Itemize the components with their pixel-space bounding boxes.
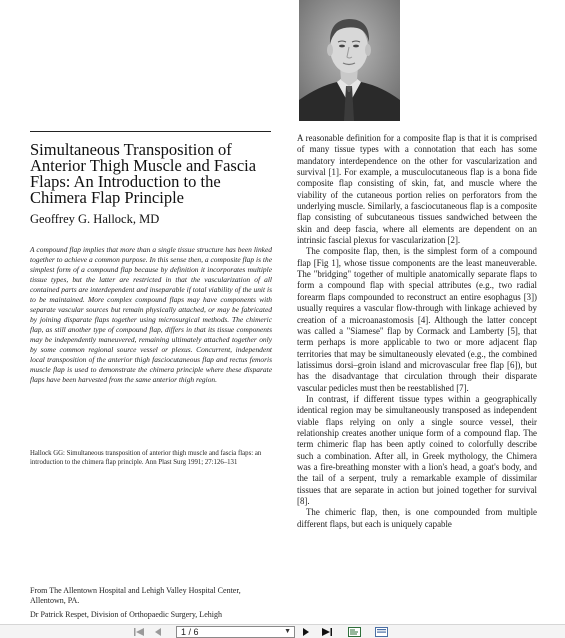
body-paragraph: The chimeric flap, then, is one compounded from multiple different flaps, but each is uniquely capable xyxy=(297,507,537,529)
article-title: Simultaneous Transposition of Anterior Thigh Muscle and Fascia Flaps: An Introduction to the Chimera Flap Principle xyxy=(30,140,257,207)
fit-page-icon[interactable] xyxy=(347,626,361,637)
last-page-icon[interactable] xyxy=(320,626,334,637)
body-paragraph: The composite flap, then, is the simplest form of a compound flap [Fig 1], whose tissue components are the least maneuverable. The "bridging" together of multiple anatomically separate flaps to form a compound flap with special attributes (e.g., two radial forearm flaps compounded to reconstruct an entire esophagus [3]) usually requires a vascular flow-through with linkage achieved by creation of a microanastomosis [4]. Although the latter concept was called a "Siamese" flap by Cormack and Lamberty [5], that term perhaps is more applicable to two or more adjacent flap territories that may be simultaneously elevated (e.g., the combined latissimus dorsi–groin island and microvascular free flap [6]), but has the disadvantage that circulation through their disparate vascular pedicles must then be reestablished [7]. xyxy=(297,246,537,393)
single-page-icon[interactable] xyxy=(374,626,388,637)
body-paragraph: In contrast, if different tissue types within a geographically identical region may be simultaneously transposed as independent viable flaps relying on only a single source vessel, their relationship creates another unique form of a compound flap. The term chimeric flap has been aptly coined to colorfully describe such a combination. After all, in Greek mythology, the Chimera was a fire-breathing monster with a lion's head, a goat's body, and the tail of a serpent, truly a remarkable example of dissimilar tissues that are separate in action but joined together for survival [8]. xyxy=(297,393,537,506)
affiliation-text-2: Dr Patrick Respet, Division of Orthopaedic Surgery, Lehigh xyxy=(30,610,222,619)
article-author: Geoffrey G. Hallock, MD xyxy=(30,212,160,226)
next-page-icon[interactable] xyxy=(300,626,312,637)
article-citation: Hallock GG: Simultaneous transposition of anterior thigh muscle and fascia flaps: an introduction to the chimera flap principle. Ann Plast Surg 1991; 27:126–131 xyxy=(30,450,262,466)
body-paragraph: A reasonable definition for a composite flap is that it is comprised of many tissue types with a connotation that each has some mandatory interdependence on the other for vascularization and survival [1]. For example, a musculocutaneous flap is a bona fide composite flap consisting of skin, fat, and muscle where the viability of the cutaneous portion relies on perforators from the underlying muscle. Similarly, a fasciocutaneous flap is a composite flap consisting of subcutaneous tissues sandwiched between the skin and deep fascia, where all elements are dependent on an intrinsic fascial plexus for vascularization [2]. xyxy=(297,133,537,246)
title-rule xyxy=(30,131,271,132)
previous-page-icon[interactable] xyxy=(152,626,164,637)
author-photo xyxy=(299,0,400,121)
page-indicator-text: 1 / 6 xyxy=(181,627,199,637)
viewer-toolbar xyxy=(0,624,565,638)
affiliation-text: From The Allentown Hospital and Lehigh Valley Hospital Center, Allentown, PA. xyxy=(30,586,241,605)
article-abstract: A compound flap implies that more than a single tissue structure has been linked together to achieve a common purpose. In this sense then, a composite flap is the simplest form of a compound flap because by definition it incorporates multiple tissue types, but the latter are restricted in that the vascularization of all contained parts are interdependent and inseparable if total viability of the unit is to be maintained. More complex compound flaps may have components with separate vascular sources but remain physically attached, or may be fabricated by joining disparate flaps together using microsurgical methods. The chimeric flap, as still another type of compound flap, differs in that its tissue components may be independently maneuvered, remaining ultimately attached together only by some common regional source vessel or plexus. Concurrent, independent local transposition of the anterior thigh fasciocutaneous flap and rectus femoris muscle flap is used to demonstrate the chimera principle where these disparate flaps have been harvested from the same anterior thigh region. xyxy=(30,245,272,384)
page-indicator[interactable] xyxy=(176,626,295,638)
article-body xyxy=(297,133,537,530)
first-page-icon[interactable] xyxy=(132,626,146,637)
chevron-down-icon: ▼ xyxy=(284,628,291,635)
